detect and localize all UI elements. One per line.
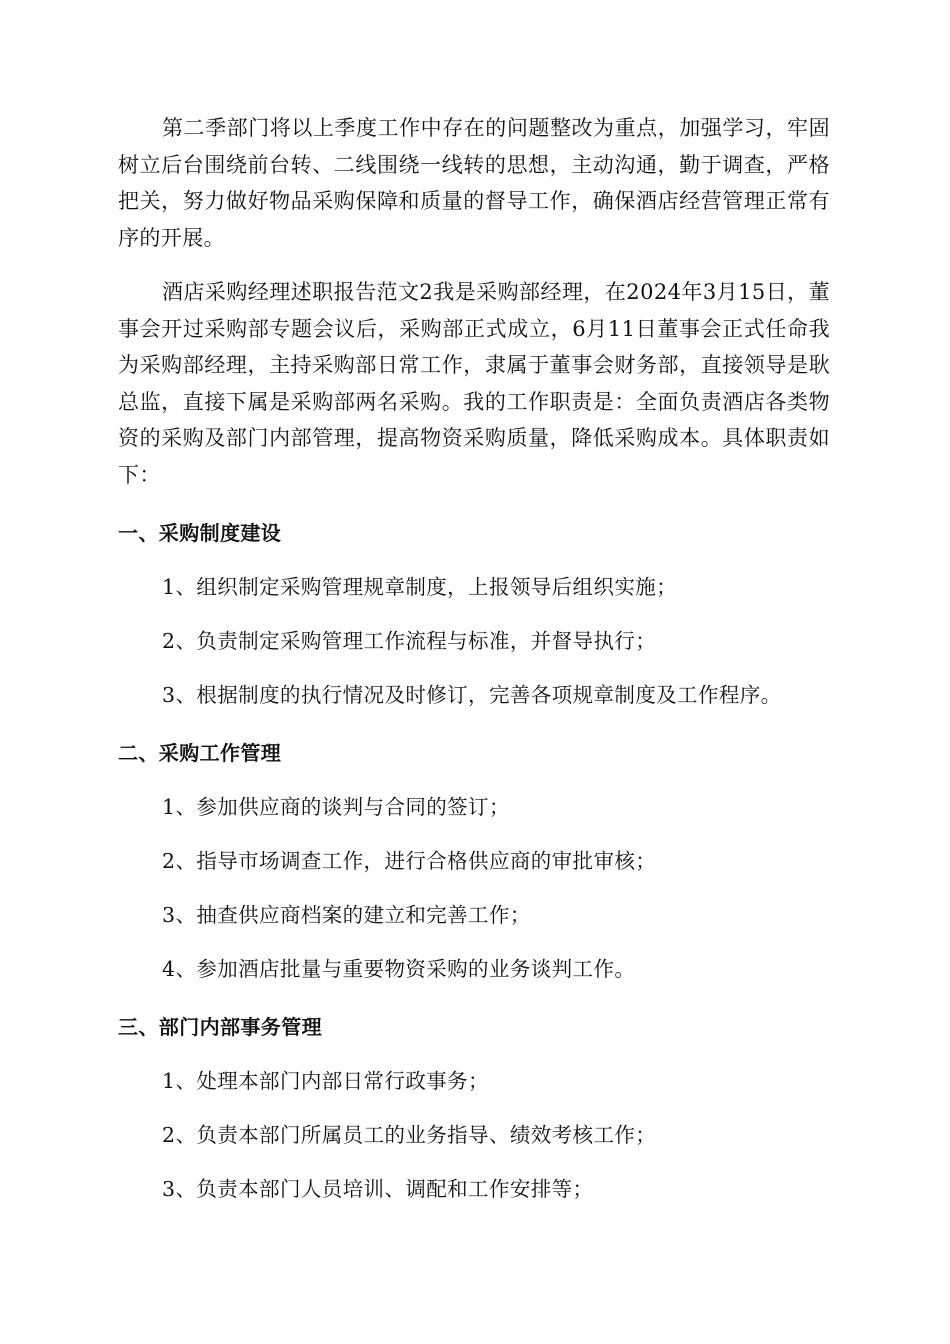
section-heading: 二、采购工作管理 (118, 741, 282, 765)
list-item: 4、参加酒店批量与重要物资采购的业务谈判工作。 (162, 957, 636, 981)
section-3 (118, 1009, 830, 1207)
list-item: 1、参加供应商的谈判与合同的签订； (162, 795, 510, 819)
section-1 (118, 515, 830, 713)
list-item: 2、指导市场调查工作，进行合格供应商的审批审核； (162, 849, 657, 873)
list-item: 3、负责本部门人员培训、调配和工作安排等； (162, 1177, 594, 1201)
section-heading: 三、部门内部事务管理 (118, 1015, 322, 1039)
list-item: 3、根据制度的执行情况及时修订，完善各项规章制度及工作程序。 (162, 683, 782, 707)
list-item: 3、抽查供应商档案的建立和完善工作； (162, 903, 531, 927)
section-heading: 一、采购制度建设 (118, 521, 282, 545)
list-item: 2、负责本部门所属员工的业务指导、绩效考核工作； (162, 1123, 657, 1147)
body-paragraph-2: 酒店采购经理述职报告范文2我是采购部经理，在2024年3月15日，董事会开过采购部专题会议后，采购部正式成立，6月11日董事会正式任命我为采购部经理，主持采购部日常工作，隶属于董事会财务部，直接领导是耿总监，直接下属是采购部两名采购。我的工作职责是：全面负责酒店各类物资的采购及部门内部管理，提高物资采购质量，降低采购成本。具体职责如下： (118, 280, 830, 487)
list-item: 1、处理本部门内部日常行政事务； (162, 1069, 489, 1093)
document-page (118, 110, 830, 1207)
section-2 (118, 735, 830, 987)
body-paragraph-1: 第二季部门将以上季度工作中存在的问题整改为重点，加强学习，牢固树立后台围绕前台转、二线围绕一线转的思想，主动沟通，勤于调查，严格把关，努力做好物品采购保障和质量的督导工作，确保酒店经营管理正常有序的开展。 (118, 116, 830, 250)
list-item: 1、组织制定采购管理规章制度，上报领导后组织实施； (162, 575, 678, 599)
list-item: 2、负责制定采购管理工作流程与标准，并督导执行； (162, 629, 657, 653)
